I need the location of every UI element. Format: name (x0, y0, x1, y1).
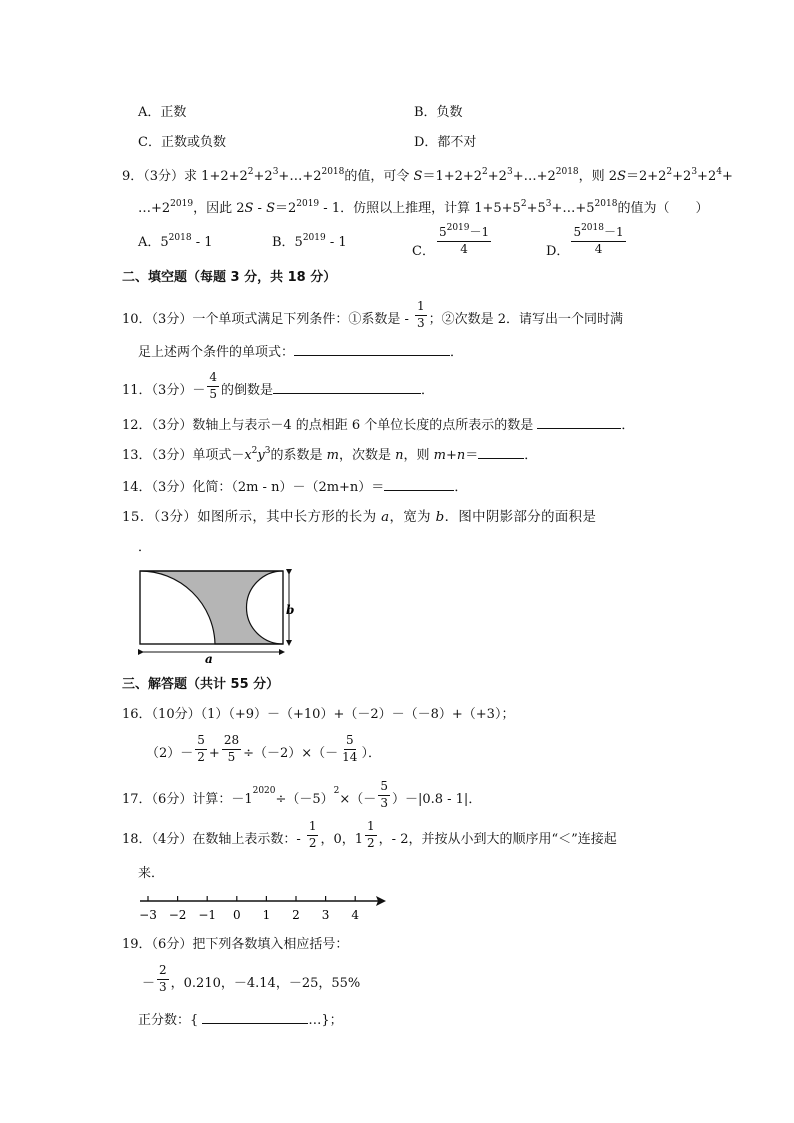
q9-exp: 2018 (581, 223, 604, 233)
q13-text: ，次数是 (338, 448, 396, 463)
q9-exp: 2018 (594, 199, 618, 209)
q9-line1 (122, 167, 733, 184)
q8-option-b: B．负数 (414, 105, 463, 120)
q11-text: 11．（3分）－ (122, 382, 206, 398)
q9-var: S (244, 201, 254, 216)
q9-exp: 2019 (446, 223, 470, 233)
q11-text: 的倒数是 (220, 382, 273, 398)
q9-text: ，则 2 (578, 169, 618, 184)
q19-line1: 19．（6分）把下列各数填入相应括号： (122, 937, 349, 952)
q9-opt-d-fraction (571, 223, 625, 257)
q15-text: 15．（3分）如图所示，其中长方形的长为 (122, 510, 382, 525)
q9-text: +…+2 (512, 169, 556, 184)
q9-text: +2 (672, 169, 692, 184)
q16-line1: 16．（10分）（1）（+9）－（+10）+（－2）－（－8）+（+3）； (122, 707, 515, 722)
section-3-header: 三、解答题（共计 55 分） (122, 677, 280, 692)
q13-var-x: x (244, 448, 252, 463)
q13-exp: 3 (264, 446, 271, 456)
q9-text: ＝2+2 (625, 169, 667, 184)
q12-end: ． (621, 418, 635, 433)
q9-text: ，因此 2 (193, 201, 245, 216)
q13-exp: 2 (251, 446, 258, 456)
q13-text: 13．（3分）单项式－ (122, 448, 245, 463)
q18-text: 18．（4分）在数轴上表示数：- (122, 831, 305, 847)
q9-text: 的值为（ ） (617, 201, 709, 216)
q19-text: 正分数：{ (138, 1013, 203, 1028)
q9-var: S (617, 169, 626, 184)
q9-exp: 3 (545, 199, 552, 209)
q12-answer-blank[interactable] (537, 418, 621, 429)
q10-text: 10．（3分）一个单项式满足下列条件：①系数是 - (122, 311, 413, 327)
q18-fraction-1: $\frac{1}{2}$ (308, 819, 317, 850)
q9-exp: 2019 (296, 199, 320, 209)
q15-shaded-region (140, 571, 283, 644)
q17-exp: 2020 (252, 785, 276, 796)
q13-text: 的系数是 (270, 448, 327, 463)
q19-text: ，0.210，－4.14，－25，55% (170, 975, 361, 991)
q15-line2: ． (138, 540, 152, 555)
q9-text: - 1．仿照以上推理，计算 1+5+5 (319, 201, 521, 216)
number-line-tick-label: 1 (262, 908, 271, 922)
q13-text: ，则 (403, 448, 434, 463)
q18-text: ，- 2，并按从小到大的顺序用“＜”连接起 (378, 831, 617, 847)
q11-fraction: $\frac{4}{5}$ (209, 370, 217, 401)
q10-fraction: $\frac{1}{3}$ (416, 299, 425, 330)
q16-text: ）． (361, 745, 381, 761)
q8-option-c: C．正数或负数 (138, 135, 226, 150)
q9-exp: 2 (247, 167, 254, 177)
q9-text: +…+2 (278, 169, 322, 184)
q9-option-c (412, 223, 493, 259)
q9-text: - (253, 201, 267, 216)
q9-text: 的值，可令 (344, 169, 414, 184)
q9-var: S (266, 201, 275, 216)
q16-line2 (146, 734, 381, 765)
q9-option-a (138, 233, 213, 250)
q19-text: － (142, 975, 156, 991)
q9-lead: 9．（3分）求 1+2+2 (122, 169, 248, 184)
q14-end: ． (454, 480, 468, 495)
q15-label-b: b (286, 603, 295, 617)
q13-var-y: y (257, 448, 265, 463)
q17-text: ×（－ (339, 791, 377, 807)
q9-exp: 3 (272, 167, 279, 177)
q10-text: 足上述两个条件的单项式： (138, 345, 295, 360)
q10-line2 (138, 345, 463, 359)
q9-text: ＝2 (274, 201, 297, 216)
q9-text: +…+5 (551, 201, 595, 216)
q13-var-n: n (395, 448, 404, 463)
q9-num: 5 (438, 225, 447, 239)
q13-answer-blank[interactable] (478, 448, 524, 459)
q19-fraction: $\frac{2}{3}$ (159, 963, 167, 994)
q9-opt-c-fraction (437, 223, 491, 257)
q9-exp: 3 (691, 167, 698, 177)
q12-text: 12．（3分）数轴上与表示－4 的点相距 6 个单位长度的点所表示的数是 (122, 418, 538, 433)
q17-text: 17．（6分）计算：－1 (122, 791, 253, 807)
q18-text: ，0，1 (320, 831, 364, 847)
q14-line (122, 480, 467, 494)
q9-exp: 2018 (321, 167, 345, 177)
q9-exp: 2018 (555, 167, 579, 177)
q16-fraction-3: $\frac{5}{14}$ (342, 733, 358, 764)
q9-exp: 2 (482, 167, 488, 177)
q18-line2: 来． (138, 866, 165, 881)
number-line-tick-label: −1 (198, 908, 217, 922)
q15-var-b: b (435, 510, 445, 525)
q16-text: ÷（－2）×（－ (243, 745, 339, 761)
q10-answer-blank[interactable] (294, 345, 450, 356)
q15-label-a: a (205, 652, 213, 666)
q9-exp: 2019 (170, 199, 194, 209)
q9-opt-b-text: B．5 (272, 235, 303, 250)
q18-fraction-2: $\frac{1}{2}$ (367, 819, 375, 850)
q8-option-d: D．都不对 (414, 135, 477, 150)
q9-exp: 2 (520, 199, 527, 209)
number-line-tick-label: 2 (292, 908, 300, 922)
q17-text: ）－|0.8 - 1|． (391, 791, 482, 807)
q13-text: ＝ (465, 448, 479, 463)
q13-line (122, 448, 537, 462)
number-line-tick-label: −3 (139, 908, 157, 922)
q15-text: ，宽为 (389, 510, 436, 525)
q16-fraction-1: $\frac{5}{2}$ (197, 733, 205, 764)
q9-text: + (721, 169, 733, 184)
q9-exp: 2019 (302, 233, 326, 243)
q13-end: ． (524, 448, 538, 463)
q9-den: 4 (460, 241, 468, 256)
section-2-header: 二、填空题（每题 3 分，共 18 分） (122, 270, 337, 285)
q9-text: …+2 (138, 201, 171, 216)
number-line-tick-label: −2 (168, 908, 187, 922)
q9-den: 4 (594, 241, 603, 256)
q17-line (122, 780, 481, 811)
q16-fraction-2: $\frac{28}{5}$ (223, 733, 240, 764)
q9-opt-b-tail: - 1 (325, 235, 347, 250)
q11-line (122, 371, 434, 402)
q9-exp: 2 (666, 167, 673, 177)
q9-opt-c-label: C． (412, 243, 435, 259)
q13-var-m: m (326, 448, 339, 463)
q8-option-a: A．正数 (138, 105, 187, 120)
q9-opt-d-label: D． (546, 243, 570, 259)
q10-end: ． (450, 345, 464, 360)
q16-text: + (208, 745, 220, 761)
q9-exp: 4 (716, 167, 722, 177)
q9-text: +2 (697, 169, 717, 184)
q18-number-line (136, 890, 392, 924)
q17-text: ÷（－5） (275, 791, 334, 807)
q13-var-mn: m+n (433, 448, 466, 463)
q9-line2 (138, 199, 709, 216)
q10-text: ；②次数是 2．请写出一个同时满 (428, 311, 624, 327)
q19-line2 (142, 964, 360, 995)
number-line-tick-label: 3 (321, 908, 330, 922)
q15-line1 (122, 511, 596, 524)
q9-var: S (413, 169, 423, 184)
q9-opt-a-tail: - 1 (191, 235, 213, 250)
q18-line1 (122, 820, 617, 851)
q16-text: （2）－ (146, 745, 194, 761)
q12-line (122, 418, 634, 432)
q9-exp: 2018 (168, 233, 192, 243)
q10-line1 (122, 300, 623, 331)
q15-var-a: a (381, 510, 390, 525)
q9-num-tail: －1 (603, 225, 624, 239)
number-line-tick-label: 4 (351, 908, 360, 922)
q9-text: +5 (526, 201, 546, 216)
q9-option-d (546, 223, 628, 259)
q15-figure (134, 564, 296, 666)
q9-exp: 3 (506, 167, 513, 177)
q9-num-tail: －1 (469, 225, 490, 239)
q14-text: 14．（3分）化简：（2m - n）－（2m+n）＝ (122, 480, 385, 495)
q15-text: ．图中阴影部分的面积是 (444, 510, 597, 525)
q17-fraction: $\frac{5}{3}$ (380, 779, 388, 810)
q11-end: ． (420, 382, 434, 398)
q19-text: …}； (308, 1013, 343, 1028)
q11-answer-blank[interactable] (273, 383, 421, 394)
q9-opt-a-text: A．5 (138, 235, 169, 250)
q9-text: ＝1+2+2 (422, 169, 483, 184)
q14-answer-blank[interactable] (384, 480, 454, 491)
q9-text: +2 (487, 169, 507, 184)
q19-positive-fraction-blank[interactable] (202, 1013, 308, 1024)
number-line-tick-label: 0 (232, 908, 241, 922)
q9-option-b (272, 233, 347, 250)
q19-line3 (138, 1013, 343, 1027)
q17-exp: 2 (333, 785, 340, 796)
q9-text: +2 (253, 169, 273, 184)
q9-num: 5 (573, 225, 582, 239)
